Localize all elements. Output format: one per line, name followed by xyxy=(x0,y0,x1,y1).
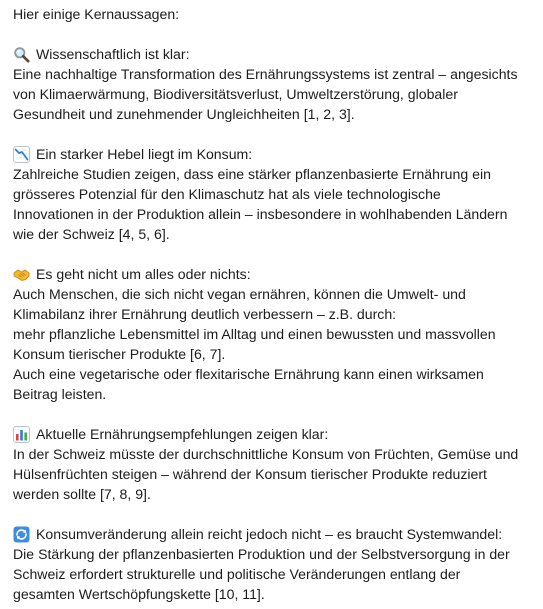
section-line: wie der Schweiz [4, 5, 6]. xyxy=(13,226,170,242)
magnifying-glass-icon xyxy=(13,46,30,63)
section-line: Auch Menschen, die sich nicht vegan ernähren, können die Umwelt- und xyxy=(13,286,466,302)
section-heading-text: Aktuelle Ernährungsempfehlungen zeigen klar: xyxy=(36,426,329,442)
chart-decreasing-icon xyxy=(13,146,30,163)
spacer xyxy=(13,244,533,264)
section-heading xyxy=(13,44,533,64)
section-recommendations xyxy=(13,424,533,504)
section-line: Klimabilanz ihrer Ernährung deutlich verbessern – z.B. durch: xyxy=(13,306,397,322)
section-line: Beitrag leisten. xyxy=(13,386,107,402)
section-line: mehr pflanzliche Lebensmittel im Alltag und einen bewussten und massvollen xyxy=(13,326,496,342)
arrows-cycle-icon xyxy=(13,526,30,543)
section-line: Eine nachhaltige Transformation des Ernährungssystems ist zentral – angesichts xyxy=(13,66,518,82)
section-line: Schweiz erfordert strukturelle und politische Veränderungen entlang der xyxy=(13,566,461,582)
section-heading xyxy=(13,424,533,444)
section-consumption-lever xyxy=(13,144,533,244)
section-line: gesamten Wertschöpfungskette [10, 11]. xyxy=(13,586,265,602)
section-heading xyxy=(13,144,533,164)
section-line: In der Schweiz müsste der durchschnittliche Konsum von Früchten, Gemüse und xyxy=(13,446,519,462)
section-not-all-or-nothing xyxy=(13,264,533,404)
spacer xyxy=(13,504,533,524)
section-line: Auch eine vegetarische oder flexitarische Ernährung kann einen wirksamen xyxy=(13,366,484,382)
section-line: Hülsenfrüchten steigen – während der Konsum tierischer Produkte reduziert xyxy=(13,466,487,482)
section-heading-text: Konsumveränderung allein reicht jedoch nicht – es braucht Systemwandel: xyxy=(36,526,503,542)
section-system-change xyxy=(13,524,533,604)
section-heading-text: Ein starker Hebel liegt im Konsum: xyxy=(36,146,253,162)
section-line: Gesundheit und zunehmender Ungleichheiten [1, 2, 3]. xyxy=(13,106,355,122)
section-line: werden sollte [7, 8, 9]. xyxy=(13,486,151,502)
section-heading xyxy=(13,264,533,284)
spacer xyxy=(13,24,533,44)
section-line: Konsum tierischer Produkte [6, 7]. xyxy=(13,346,226,362)
section-heading xyxy=(13,524,533,544)
section-heading-text: Es geht nicht um alles oder nichts: xyxy=(36,266,251,282)
section-line: Zahlreiche Studien zeigen, dass eine stärker pflanzenbasierte Ernährung ein xyxy=(13,166,491,182)
bar-chart-icon xyxy=(13,426,30,443)
section-line: Innovationen in der Produktion allein – insbesondere in wohlhabenden Ländern xyxy=(13,206,508,222)
handshake-icon xyxy=(13,266,30,283)
intro-text: Hier einige Kernaussagen: xyxy=(13,6,180,22)
section-science xyxy=(13,44,533,124)
section-line: von Klimaerwärmung, Biodiversitätsverlust, Umweltzerstörung, globaler xyxy=(13,86,458,102)
section-line: grösseres Potenzial für den Klimaschutz hat als viele technologische xyxy=(13,186,441,202)
section-heading-text: Wissenschaftlich ist klar: xyxy=(36,46,190,62)
section-line: Die Stärkung der pflanzenbasierten Produktion und der Selbstversorgung in der xyxy=(13,546,510,562)
spacer xyxy=(13,404,533,424)
spacer xyxy=(13,124,533,144)
